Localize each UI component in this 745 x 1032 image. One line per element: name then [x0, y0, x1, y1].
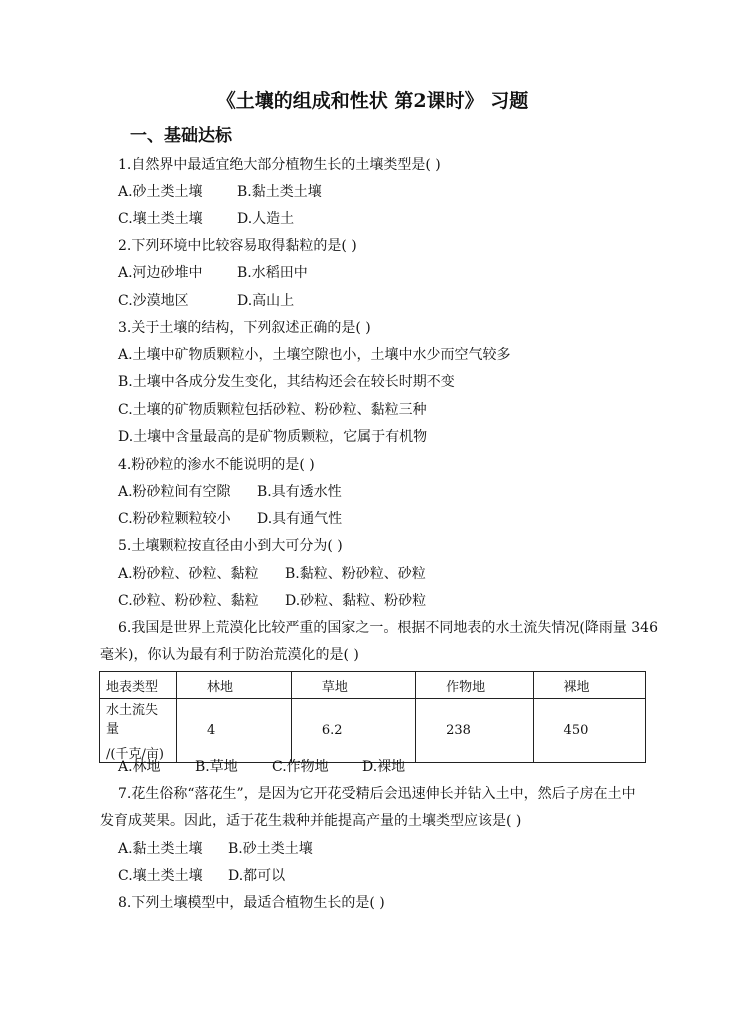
question-6-option-d: D.裸地 [362, 759, 406, 775]
question-4-option-c: C.粉砂粒颗粒较小 [118, 511, 231, 527]
question-8-stem: 8.下列土壤模型中，最适合植物生长的是( ) [118, 895, 385, 911]
table-header-cell: 裸地 [533, 672, 645, 699]
question-6-stem-line-1: 6.我国是世界上荒漠化比较严重的国家之一。根据不同地表的水土流失情况(降雨量 346 [118, 620, 658, 636]
table-cell: 6.2 [291, 699, 415, 763]
question-7-option-c: C.壤土类土壤 [118, 868, 203, 884]
table-row [100, 699, 646, 763]
question-3-option-c: C.土壤的矿物质颗粒包括砂粒、粉砂粒、黏粒三种 [118, 402, 427, 418]
question-3-stem: 3.关于土壤的结构，下列叙述正确的是( ) [118, 320, 371, 336]
soil-loss-table [99, 671, 646, 763]
question-1-stem: 1.自然界中最适宜绝大部分植物生长的土壤类型是( ) [118, 157, 441, 173]
section-heading: 一、基础达标 [130, 126, 232, 146]
question-2-option-b: B.水稻田中 [237, 265, 308, 281]
table-header-row [100, 672, 646, 699]
question-3-option-d: D.土壤中含量最高的是矿物质颗粒，它属于有机物 [118, 429, 428, 445]
question-1-option-b: B.黏土类土壤 [237, 184, 322, 200]
table-cell: 450 [533, 699, 645, 763]
table-header-cell: 作物地 [416, 672, 533, 699]
question-2-option-c: C.沙漠地区 [118, 293, 189, 309]
question-5-stem: 5.土壤颗粒按直径由小到大可分为( ) [118, 538, 343, 554]
question-7-option-d: D.都可以 [228, 868, 286, 884]
table-header-cell: 林地 [176, 672, 291, 699]
question-7-option-a: A.黏土类土壤 [118, 841, 203, 857]
question-5-option-d: D.砂粒、黏粒、粉砂粒 [285, 593, 427, 609]
row-label-line-1: 水土流失量 [106, 703, 159, 737]
question-1-option-c: C.壤土类土壤 [118, 211, 203, 227]
question-6-stem-line-2: 毫米)，你认为最有利于防治荒漠化的是( ) [100, 647, 359, 663]
question-6-option-c: C.作物地 [272, 759, 329, 775]
question-6-option-b: B.草地 [195, 759, 238, 775]
question-3-option-a: A.土壤中矿物质颗粒小，土壤空隙也小，土壤中水少而空气较多 [118, 347, 511, 363]
question-7-option-b: B.砂土类土壤 [228, 841, 313, 857]
question-6-option-a: A.林地 [118, 759, 161, 775]
question-3-option-b: B.土壤中各成分发生变化，其结构还会在较长时期不变 [118, 374, 455, 390]
table-cell: 4 [176, 699, 291, 763]
question-4-option-b: B.具有透水性 [257, 484, 342, 500]
table-cell: 238 [416, 699, 533, 763]
question-2-stem: 2.下列环境中比较容易取得黏粒的是( ) [118, 238, 357, 254]
page-title: 《土壤的组成和性状 第2课时》 习题 [216, 90, 529, 112]
question-5-option-b: B.黏粒、粉砂粒、砂粒 [285, 566, 426, 582]
question-4-stem: 4.粉砂粒的渗水不能说明的是( ) [118, 457, 315, 473]
table-header-cell: 草地 [291, 672, 415, 699]
row-label-line-2: /(千克/亩) [106, 747, 164, 762]
question-4-option-a: A.粉砂粒间有空隙 [118, 484, 231, 500]
table-row-label [100, 699, 177, 763]
question-2-option-a: A.河边砂堆中 [118, 265, 203, 281]
question-1-option-d: D.人造土 [237, 211, 295, 227]
question-4-option-d: D.具有通气性 [257, 511, 343, 527]
question-5-option-c: C.砂粒、粉砂粒、黏粒 [118, 593, 259, 609]
question-5-option-a: A.粉砂粒、砂粒、黏粒 [118, 566, 259, 582]
question-1-option-a: A.砂土类土壤 [118, 184, 203, 200]
question-7-stem-line-2: 发育成荚果。因此，适于花生栽种并能提高产量的土壤类型应该是( ) [100, 813, 522, 829]
table-header-cell: 地表类型 [100, 672, 177, 699]
question-2-option-d: D.高山上 [237, 293, 295, 309]
question-7-stem-line-1: 7.花生俗称“落花生”，是因为它开花受精后会迅速伸长并钻入土中，然后子房在土中 [118, 786, 636, 802]
